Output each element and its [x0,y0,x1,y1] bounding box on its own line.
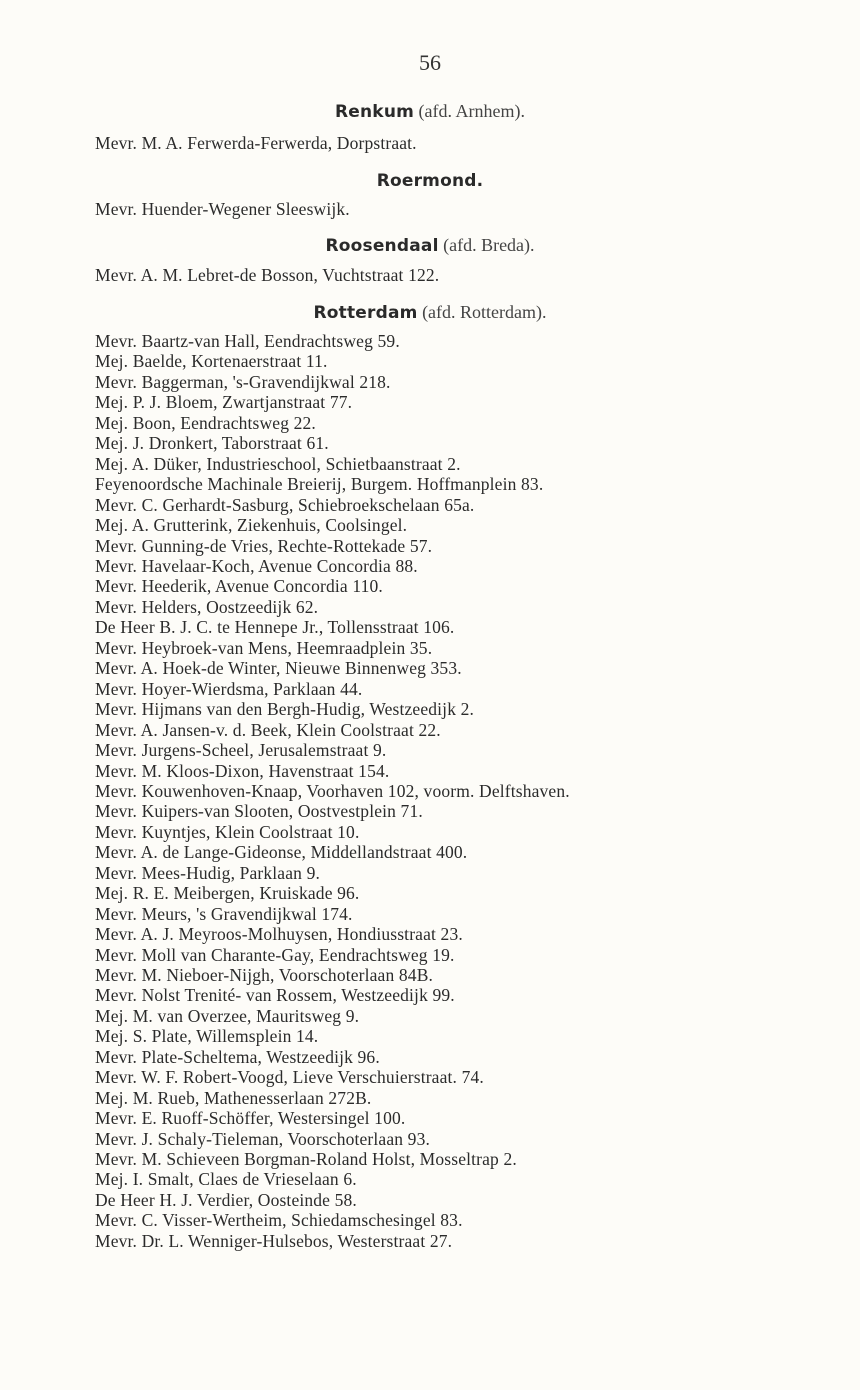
section-place: Roermond. [376,171,484,191]
section-place: Rotterdam [313,303,418,323]
list-item: Mevr. Huender-Wegener Sleeswijk. [95,199,350,219]
list-item: Mevr. Havelaar-Koch, Avenue Concordia 88. [95,556,418,576]
list-item: Mevr. W. F. Robert-Voogd, Lieve Verschuierstraat. 74. [95,1067,484,1088]
list-item: Mevr. A. Hoek-de Winter, Nieuwe Binnenweg 353. [95,658,462,679]
list-item: Feyenoordsche Machinale Breierij, Burgem. Hoffmanplein 83. [95,474,544,495]
list-item: Mevr. M. Schieveen Borgman-Roland Holst, Mosseltrap 2. [95,1149,517,1169]
section-heading-rotterdam [0,302,860,323]
list-item: Mevr. A. Jansen-v. d. Beek, Klein Coolstraat 22. [95,719,441,740]
list-item: Mej. A. Grutterink, Ziekenhuis, Coolsingel. [95,515,408,535]
list-item: Mevr. Plate-Scheltema, Westzeedijk 96. [95,1046,380,1067]
list-item: Mevr. A. M. Lebret-de Bosson, Vuchtstraat 122. [95,265,440,285]
list-item: Mevr. Kouwenhoven-Knaap, Voorhaven 102, voorm. Delftshaven. [95,780,570,801]
section-heading-roosendaal [0,235,860,256]
section-dept: (afd. Rotterdam). [417,302,547,322]
list-item: Mej. I. Smalt, Claes de Vrieselaan 6. [95,1169,357,1190]
list-item: Mevr. Kuipers-van Slooten, Oostvestplein 71. [95,801,423,822]
list-item: Mevr. Hijmans van den Bergh-Hudig, Westzeedijk 2. [95,699,475,720]
list-item: Mevr. A. de Lange-Gideonse, Middellandstraat 400. [95,842,468,863]
list-item: Mevr. Dr. L. Wenniger-Hulsebos, Westerstraat 27. [95,1230,453,1251]
list-item: Mevr. M. Nieboer-Nijgh, Voorschoterlaan 84B. [95,964,434,985]
list-item: Mej. Baelde, Kortenaerstraat 11. [95,351,328,372]
list-item: Mej. Boon, Eendrachtsweg 22. [95,412,316,433]
list-item: Mevr. A. J. Meyroos-Molhuysen, Hondiusstraat 23. [95,924,463,944]
section-heading-roermond [0,170,860,191]
list-item: Mevr. Gunning-de Vries, Rechte-Rottekade 57. [95,535,433,556]
list-item: Mevr. J. Schaly-Tieleman, Voorschoterlaan 93. [95,1128,430,1149]
list-item: Mej. M. Rueb, Mathenesserlaan 272B. [95,1087,372,1108]
section-place: Roosendaal [325,236,439,256]
list-item: Mevr. Helders, Oostzeedijk 62. [95,596,319,617]
list-item: Mevr. Hoyer-Wierdsma, Parklaan 44. [95,678,363,699]
section-dept: (afd. Breda). [438,235,535,255]
section-dept: (afd. Arnhem). [414,101,525,121]
list-item: Mej. A. Düker, Industrieschool, Schietbaanstraat 2. [95,453,461,474]
list-item: Mej. M. van Overzee, Mauritsweg 9. [95,1005,360,1026]
list-item: Mevr. Moll van Charante-Gay, Eendrachtsweg 19. [95,944,455,965]
list-item: Mevr. Jurgens-Scheel, Jerusalemstraat 9. [95,740,387,760]
list-item: Mej. R. E. Meibergen, Kruiskade 96. [95,883,360,904]
list-item: Mevr. Baartz-van Hall, Eendrachtsweg 59. [95,331,400,351]
page-number: 56 [419,50,441,75]
list-item: De Heer B. J. C. te Hennepe Jr., Tollensstraat 106. [95,617,455,638]
list-item: Mej. S. Plate, Willemsplein 14. [95,1026,319,1047]
list-item: Mej. P. J. Bloem, Zwartjanstraat 77. [95,392,353,413]
list-item: Mevr. Meurs, 's Gravendijkwal 174. [95,903,353,924]
list-item: Mevr. Kuyntjes, Klein Coolstraat 10. [95,821,360,842]
list-item: De Heer H. J. Verdier, Oosteinde 58. [95,1189,357,1210]
list-item: Mevr. Nolst Trenité- van Rossem, Westzeedijk 99. [95,985,455,1006]
list-item: Mevr. C. Gerhardt-Sasburg, Schiebroekschelaan 65a. [95,494,475,515]
section-heading-renkum [0,101,860,122]
list-item: Mevr. C. Visser-Wertheim, Schiedamschesingel 83. [95,1210,463,1231]
list-item: Mevr. M. Kloos-Dixon, Havenstraat 154. [95,760,390,781]
list-item: Mej. J. Dronkert, Taborstraat 61. [95,433,329,454]
list-item: Mevr. Heybroek-van Mens, Heemraadplein 35. [95,637,433,658]
list-item: Mevr. Heederik, Avenue Concordia 110. [95,576,383,597]
list-item: Mevr. Mees-Hudig, Parklaan 9. [95,862,320,883]
list-item: Mevr. M. A. Ferwerda-Ferwerda, Dorpstraat. [95,133,417,153]
section-place: Renkum [334,102,415,122]
list-item: Mevr. Baggerman, 's-Gravendijkwal 218. [95,371,391,392]
list-item: Mevr. E. Ruoff-Schöffer, Westersingel 100. [95,1108,406,1129]
